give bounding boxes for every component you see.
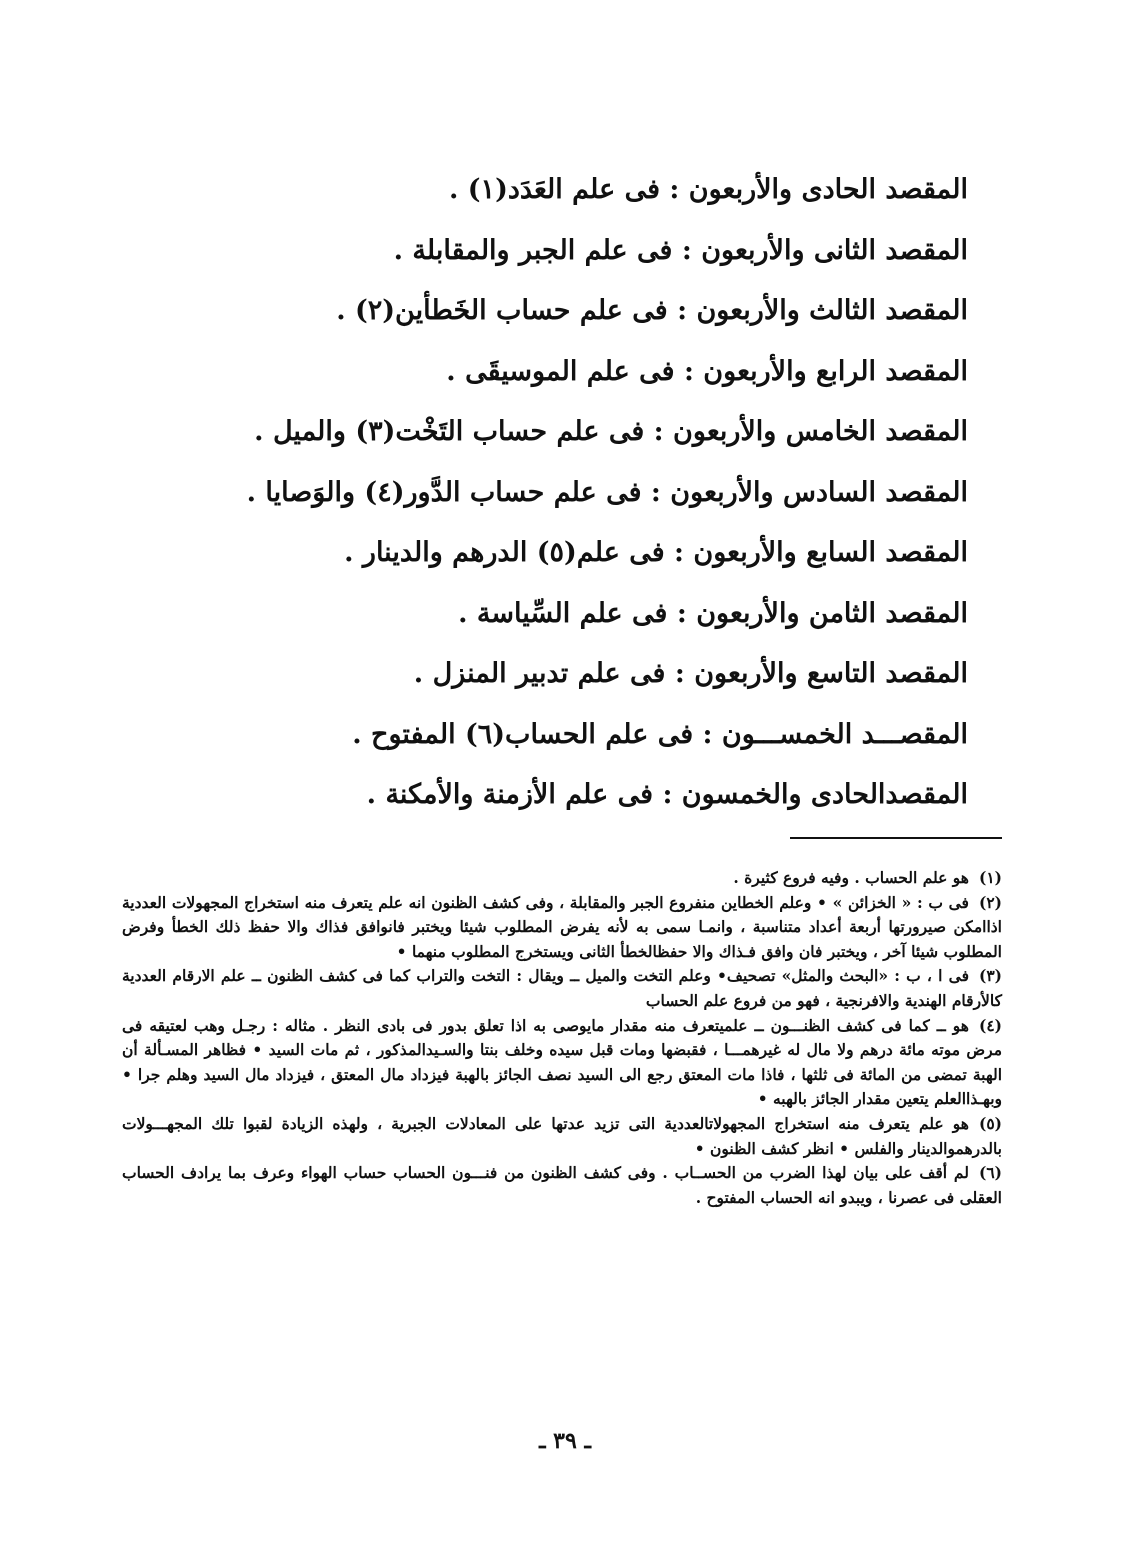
footnote-5: [122, 1112, 1002, 1161]
footnote-number: (١): [978, 868, 1002, 887]
footnote-text: هو علم الحساب . وفيه فروع كثيرة .: [733, 868, 969, 887]
chapter-item-48: المقصد الثامن والأربعون : فى علم السِّياسة .: [458, 597, 968, 629]
footnote-4: [122, 1014, 1002, 1112]
chapter-item-46: المقصد السادس والأربعون : فى علم حساب الدَّور(٤) والوَصايا .: [246, 476, 968, 508]
footnote-1: [122, 866, 1002, 891]
page-number: ـ ٣٩ ـ: [539, 1428, 591, 1454]
footnote-number: (٢): [978, 892, 1002, 912]
chapter-item-50: المقصـــد الخمســـون : فى علم الحساب(٦) المفتوح .: [352, 718, 968, 750]
footnote-number: (٤): [978, 1015, 1002, 1035]
footnotes-section: [122, 866, 1002, 1210]
footnote-number: (٣): [978, 966, 1002, 986]
footnote-6: [122, 1161, 1002, 1210]
chapter-item-45: المقصد الخامس والأربعون : فى علم حساب التَخْت(٣) والميل .: [254, 416, 968, 447]
footnote-text: هو ــ كما فى كشف الظنـــون ــ علميتعرف منه مقدار مايوصى به اذا تعلق بدور فى بادى النظر . مثاله : رجـل وهب لعتيقه فى مرض موته مائة درهم ولا مال له غيرهمـــا ، فقبضها ومات قبل سيده وخلف بنتا والسـيدالمذكور ، ثم مات السيد • فظاهر المسـألة أن الهبة تمضى من المائة فى ثلثها ، فاذا مات المعتق رجع الى السيد نصف الجائز بالهبة فيزداد مال المعتق ، فيزداد مال السيد وهلم جرا • وبهـذاالعلم يتعين مقدار الجائز بالهبه •: [122, 1015, 1002, 1109]
chapter-item-44: المقصد الرابع والأربعون : فى علم الموسيقَى .: [446, 355, 968, 387]
footnote-number: (٥): [978, 1113, 1002, 1133]
footnote-text: لم أقف على بيان لهذا الضرب من الحســاب . وفى كشف الظنون من فنـــون الحساب حساب الهواء وعرف بما يرادف الحساب العقلى فى عصرنا ، ويبدو انه الحساب المفتوح .: [122, 1163, 1002, 1207]
footnote-text: فى ا ، ب : «البحث والمثل» تصحيف• وعلم التخت والميل ــ ويقال : التخت والتراب كما فى كشف الظنون ــ علم الارقام العددية كالأرقام الهندية والافرنجية ، فهو من فروع علم الحساب: [122, 966, 1002, 1010]
chapter-item-49: المقصد التاسع والأربعون : فى علم تدبير المنزل .: [413, 658, 968, 689]
chapter-item-41: المقصد الحادى والأربعون : فى علم العَدَد(١) .: [448, 174, 968, 205]
chapter-item-42: المقصد الثانى والأربعون : فى علم الجبر والمقابلة .: [393, 234, 968, 266]
chapter-item-51: المقصدالحادى والخمسون : فى علم الأزمنة والأمكنة .: [366, 779, 968, 810]
chapter-item-47: المقصد السابع والأربعون : فى علم(٥) الدرهم والدينار .: [344, 537, 968, 568]
chapter-item-43: المقصد الثالث والأربعون : فى علم حساب الخَطأين(٢) .: [336, 295, 968, 326]
footnote-text: هو علم يتعرف منه استخراج المجهولاتالعددية التى تزيد عدتها على المعادلات الجبرية ، ولهذه الزيادة لقبوا تلك المجهـــولات بالدرهموالدينار والفلس • انظر كشف الظنون •: [122, 1113, 1002, 1158]
footnote-2: [122, 891, 1002, 965]
chapter-list: [208, 160, 968, 826]
footnote-text: فى ب : « الخزائن » • وعلم الخطاين منفروع الجبر والمقابلة ، وفى كشف الظنون انه علم يتعرف منه استخراج المجهولات العددية اذاامكن صيرورتها أربعة أعداد متناسبة ، وانمـا سمى به لأنه يفرض المطلوب شيئا ويختبر فانوافق فذاك والا حفظ ذلك الخطأ وفرض المطلوب شيئا آخر ، ويختبر فان وافق فـذاك والا حفظالخطأ الثانى ويستخرج المطلوب منهما •: [122, 892, 1002, 961]
footnote-divider: [790, 837, 1002, 839]
footnote-number: (٦): [978, 1163, 1002, 1183]
footnote-3: [122, 964, 1002, 1013]
